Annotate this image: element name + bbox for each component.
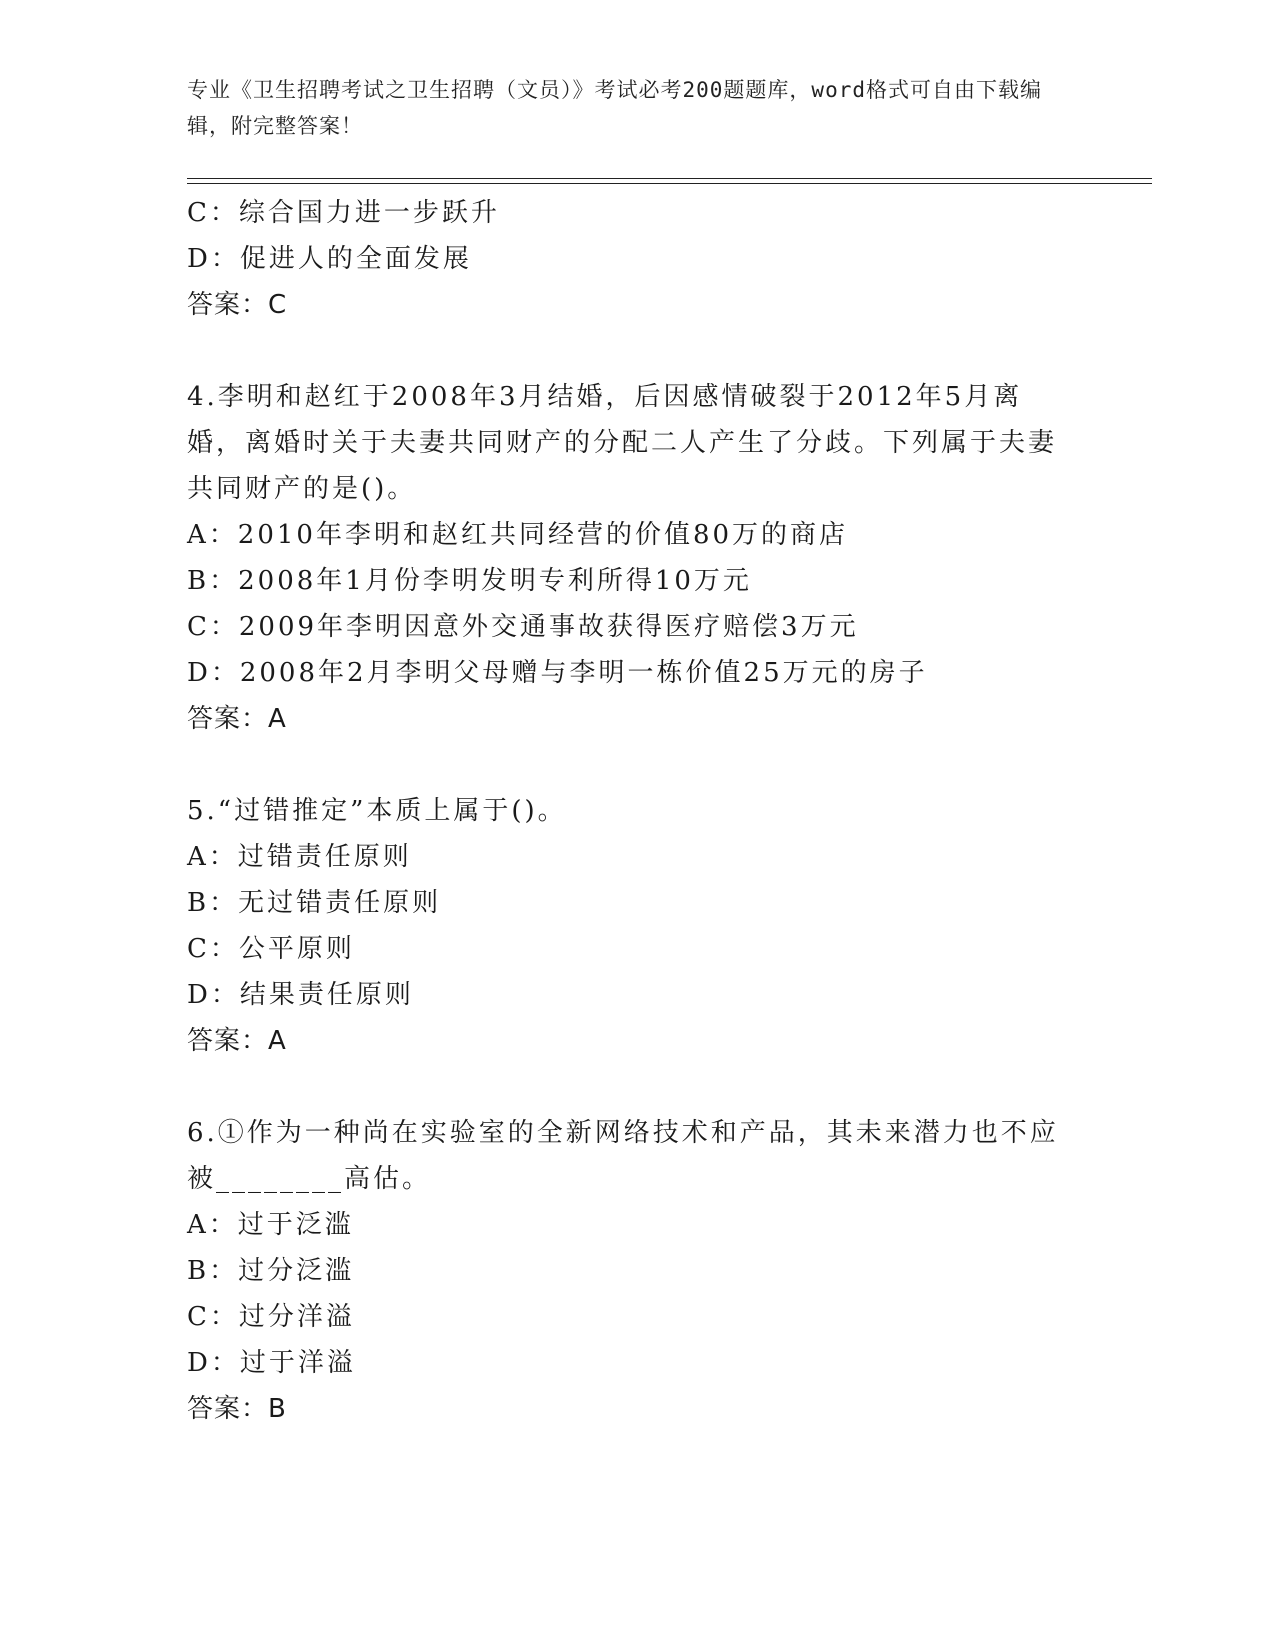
option-b: B：2008年1月份李明发明专利所得10万元 bbox=[187, 566, 752, 596]
question-stem: 4.李明和赵红于2008年3月结婚，后因感情破裂于2012年5月离婚，离婚时关于夫妻共同财产的分配二人产生了分歧。下列属于夫妻共同财产的是()。 bbox=[187, 382, 1058, 504]
question-block bbox=[187, 1110, 1067, 1432]
question-list bbox=[187, 190, 1067, 1432]
question-block bbox=[187, 190, 1067, 328]
question-stem: 6.①作为一种尚在实验室的全新网络技术和产品，其未来潜力也不应被________高估。 bbox=[187, 1118, 1059, 1194]
document-header: 专业《卫生招聘考试之卫生招聘（文员）》考试必考200题题库，word格式可自由下载编辑，附完整答案！ bbox=[187, 78, 1042, 138]
option-d: D：过于洋溢 bbox=[187, 1348, 356, 1378]
option-a: A：过于泛滥 bbox=[187, 1210, 354, 1240]
question-block bbox=[187, 788, 1067, 1064]
option-a: A：过错责任原则 bbox=[187, 842, 412, 872]
option-b: B：过分泛滥 bbox=[187, 1256, 355, 1286]
answer-line: 答案：A bbox=[187, 704, 287, 734]
answer-line: 答案：C bbox=[187, 290, 288, 320]
option-a: A：2010年李明和赵红共同经营的价值80万的商店 bbox=[187, 520, 849, 550]
header-rule-top bbox=[187, 178, 1152, 179]
option-c: C：过分洋溢 bbox=[187, 1302, 355, 1332]
answer-line: 答案：B bbox=[187, 1394, 287, 1424]
answer-line: 答案：A bbox=[187, 1026, 287, 1056]
option-c: C：2009年李明因意外交通事故获得医疗赔偿3万元 bbox=[187, 612, 859, 642]
option-d: D：2008年2月李明父母赠与李明一栋价值25万元的房子 bbox=[187, 658, 928, 688]
question-block bbox=[187, 374, 1067, 742]
option-d: D：结果责任原则 bbox=[187, 980, 414, 1010]
question-stem: 5.“过错推定”本质上属于()。 bbox=[187, 796, 567, 826]
option-c: C：公平原则 bbox=[187, 934, 355, 964]
header-rule-bottom bbox=[187, 183, 1152, 184]
option-b: B：无过错责任原则 bbox=[187, 888, 442, 918]
option-c: C：综合国力进一步跃升 bbox=[187, 198, 500, 228]
option-d: D：促进人的全面发展 bbox=[187, 244, 472, 274]
